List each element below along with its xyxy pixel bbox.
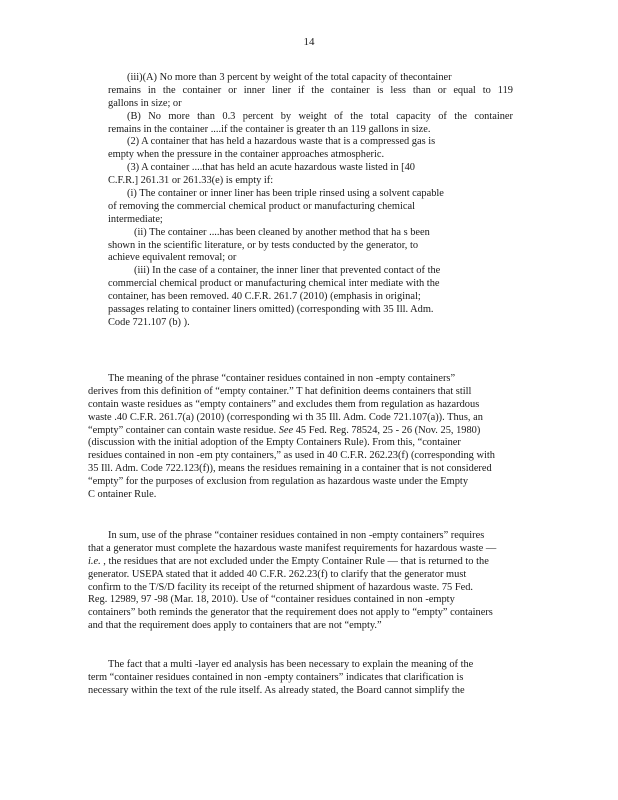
quote-line: (i) The container or inner liner has been triple rinsed using a solvent capable xyxy=(127,188,444,200)
quote-line: (2) A container that has held a hazardous waste that is a compressed gas is xyxy=(127,136,436,148)
paragraph-line: “empty” for the purposes of exclusion from regulation as hazardous waste under the Empty xyxy=(88,476,469,488)
quote-line: C.F.R.] 261.31 or 261.33(e) is empty if: xyxy=(108,175,274,187)
quote-line: (ii) The container ....has been cleaned by another method that ha s been xyxy=(134,226,430,238)
ie-abbrev: i.e. xyxy=(88,555,101,567)
quote-line: gallons in size; or xyxy=(108,97,182,109)
block-quotation xyxy=(108,72,513,330)
paragraph-line: In sum, use of the phrase “container residues contained in non -empty containers” requires xyxy=(108,530,485,541)
paragraph-line: necessary within the text of the rule itself. As already stated, the Board cannot simplify the xyxy=(88,684,465,696)
quote-line: (iii) In the case of a container, the inner liner that prevented contact of the xyxy=(134,265,441,277)
quote-line: (B) No more than 0.3 percent by weight of the total capacity of the container xyxy=(127,110,513,122)
quote-line: container, has been removed. 40 C.F.R. 261.7 (2010) (emphasis in original; xyxy=(108,291,421,303)
paragraph-line: The fact that a multi -layer ed analysis has been necessary to explain the meaning of the xyxy=(108,659,474,670)
quote-line: (iii)(A) No more than 3 percent by weight of the total capacity of thecontainer xyxy=(127,72,452,83)
body-paragraph xyxy=(88,373,540,502)
paragraph-line: waste .40 C.F.R. 261.7(a) (2010) (corresponding wi th 35 Ill. Adm. Code 721.107(a)). Thus, an xyxy=(88,411,483,423)
paragraph-line: 35 Ill. Adm. Code 722.123(f)), means the residues remaining in a container that is not considered xyxy=(88,463,492,475)
paragraph-line: residues contained in non -em pty containers,” as used in 40 C.F.R. 262.23(f) (corresponding with xyxy=(88,450,495,462)
paragraph-line: (discussion with the initial adoption of the Empty Containers Rule). From this, “container xyxy=(88,437,461,449)
page-number: 14 xyxy=(303,36,315,48)
body-paragraph xyxy=(88,659,540,698)
paragraph-line: generator. USEPA stated that it added 40 C.F.R. 262.23(f) to clarify that the generator must xyxy=(88,568,467,580)
paragraph-line: i.e. , the residues that are not excluded under the Empty Container Rule — that is returned to the xyxy=(88,555,489,567)
paragraph-line: derives from this definition of “empty container.” T hat definition deems containers that still xyxy=(88,385,472,397)
paragraph-line: Reg. 12989, 97 -98 (Mar. 18, 2010). Use of “container residues contained in non -empty xyxy=(88,594,455,606)
quote-line: remains in the container ....if the container is greater th an 119 gallons in size. xyxy=(108,123,431,135)
quote-line: commercial chemical product or manufacturing chemical inter mediate with the xyxy=(108,278,440,290)
paragraph-line: that a generator must complete the hazardous waste manifest requirements for hazardous waste — xyxy=(88,542,497,554)
paragraph-line: term “container residues contained in non -empty containers” indicates that clarification is xyxy=(88,671,464,683)
paragraph-line: confirm to the T/S/D facility its receipt of the returned shipment of hazardous waste. 75 Fed. xyxy=(88,581,474,593)
quote-line: intermediate; xyxy=(108,213,163,225)
quote-line: shown in the scientific literature, or by tests conducted by the generator, to xyxy=(108,239,419,251)
quote-line: of removing the commercial chemical product or manufacturing chemical xyxy=(108,200,415,212)
paragraph-line: containers” both reminds the generator that the requirement does not apply to “empty” containers xyxy=(88,607,493,619)
paragraph-line: C ontainer Rule. xyxy=(88,489,157,501)
quote-line: empty when the pressure in the container approaches atmospheric. xyxy=(108,149,385,161)
paragraph-line: contain waste residues as “empty containers” and excludes them from regulation as hazardous xyxy=(88,398,480,410)
quote-line: Code 721.107 (b) ). xyxy=(108,316,190,328)
quote-line: remains in the container or inner liner if the container is less than or equal to 119 xyxy=(108,84,513,96)
body-paragraph xyxy=(88,530,540,633)
paragraph-line: “empty” container can contain waste residue. See 45 Fed. Reg. 78524, 25 - 26 (Nov. 25, 1980) xyxy=(88,424,481,436)
quote-line: passages relating to container liners omitted) (corresponding with 35 Ill. Adm. xyxy=(108,304,434,316)
paragraph-line: The meaning of the phrase “container residues contained in non -empty containers” xyxy=(108,373,456,384)
paragraph-line: and that the requirement does apply to containers that are not “empty.” xyxy=(88,620,382,632)
quote-line: (3) A container ....that has held an acute hazardous waste listed in [40 xyxy=(127,162,415,174)
quote-line: achieve equivalent removal; or xyxy=(108,252,237,264)
see-signal: See xyxy=(278,424,294,436)
